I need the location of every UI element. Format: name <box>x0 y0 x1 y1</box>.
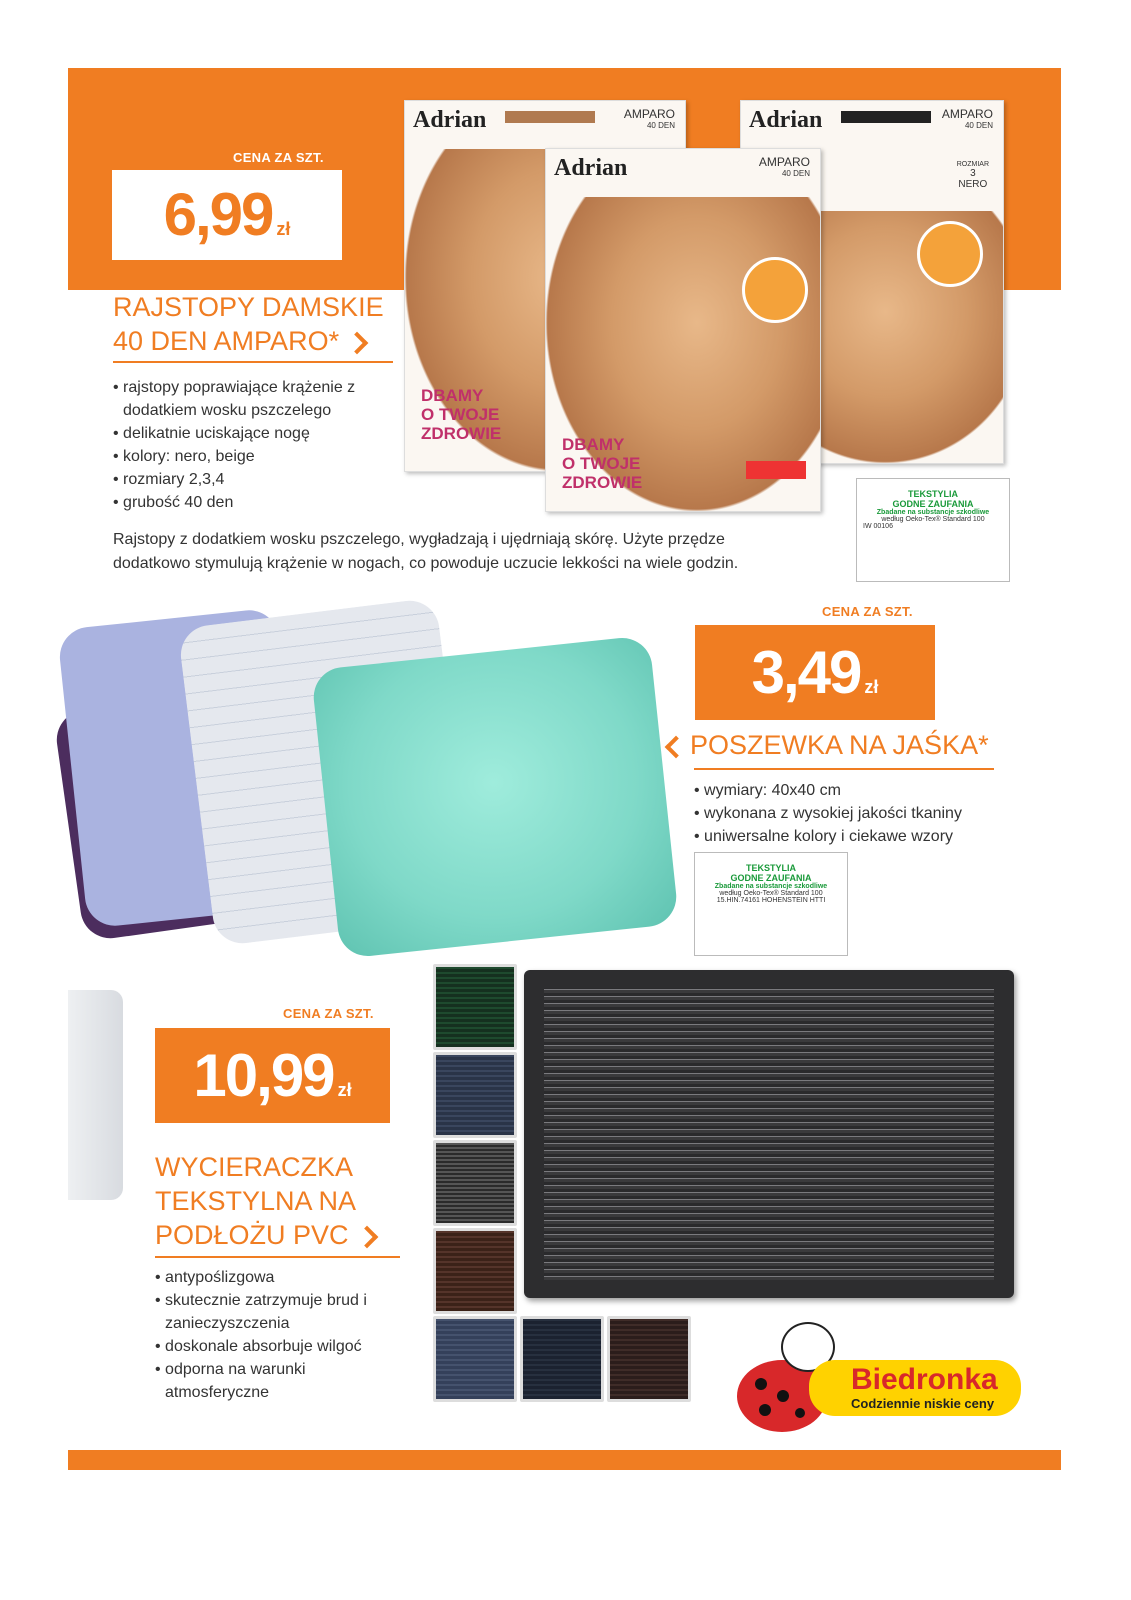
package-slogan: DBAMY O TWOJE ZDROWIE <box>562 435 643 492</box>
tights-package-front <box>545 148 821 512</box>
offer1-description <box>113 528 853 576</box>
list-item: • rajstopy poprawiające krążenie z dodatkiem wosku pszczelego <box>113 376 383 422</box>
list-item: • wymiary: 40x40 cm <box>694 779 1014 802</box>
pillow-mint <box>311 635 679 959</box>
chevron-right-icon[interactable] <box>355 1226 378 1249</box>
offer1-bullets <box>113 376 383 514</box>
offer3-bullets <box>155 1266 400 1404</box>
offer1-currency: zł <box>276 219 291 239</box>
list-item: • rozmiary 2,3,4 <box>113 468 383 491</box>
offer2-price-box <box>695 625 935 720</box>
offer3-price: 10,99 <box>193 1042 334 1109</box>
offer3-price-box <box>155 1028 390 1123</box>
mat-sample-navy <box>433 1052 517 1138</box>
logo-tagline: Codziennie niskie ceny <box>851 1396 995 1411</box>
offer1-title-underline <box>113 361 393 363</box>
offer1-cena-label: CENA ZA SZT. <box>233 150 324 165</box>
list-item: • odporna na warunki atmosferyczne <box>155 1358 400 1404</box>
offer2-currency: zł <box>864 677 879 697</box>
chevron-left-icon[interactable] <box>665 736 688 759</box>
offer2-title[interactable] <box>668 728 989 762</box>
mat-sample-brown <box>433 1228 517 1314</box>
offer3-cena-label: CENA ZA SZT. <box>283 1006 374 1021</box>
list-item: • kolory: nero, beige <box>113 445 383 468</box>
offer3-title-line1: WYCIERACZKA <box>155 1152 354 1182</box>
offer1-description-line2: dodatkowo stymulują krążenie w nogach, co powoduje uczucie lekkości na wiele godzin. <box>113 555 739 572</box>
list-item: • antypoślizgowa <box>155 1266 400 1289</box>
color-strip <box>505 111 595 123</box>
wax-seal-icon <box>917 221 983 287</box>
wax-seal-icon <box>742 257 808 323</box>
brand-logo: Adrian <box>749 107 823 133</box>
logo-banner <box>809 1360 1021 1416</box>
offer2-bullets <box>694 779 1014 848</box>
list-item: • grubość 40 den <box>113 491 383 514</box>
offer3-title[interactable] <box>155 1150 375 1252</box>
list-item: • wykonana z wysokiej jakości tkaniny <box>694 802 1014 825</box>
oeko-tex-badge-2: TEKSTYLIA GODNE ZAUFANIA Zbadane na substancje szkodliwe według Oeko-Tex® Standard 100 15.HIN.74161 HOHENSTEIN HTTI <box>694 852 848 956</box>
mat-sample-green <box>433 964 517 1050</box>
offer2-title-text: POSZEWKA NA JAŚKA* <box>690 730 989 760</box>
logo-name: Biedronka <box>851 1363 998 1396</box>
list-item: • delikatnie uciskające nogę <box>113 422 383 445</box>
package-model: AMPARO 40 DEN <box>941 107 993 130</box>
offer2-price: 3,49 <box>751 639 861 706</box>
offer2-cena-label: CENA ZA SZT. <box>822 604 913 619</box>
offer3-currency: zł <box>337 1080 352 1100</box>
doormat-surface <box>544 988 994 1280</box>
offer1-price: 6,99 <box>163 181 273 248</box>
mat-sample-darkblue <box>520 1316 604 1402</box>
list-item: • uniwersalne kolory i ciekawe wzory <box>694 825 1014 848</box>
color-strip <box>841 111 931 123</box>
footer-band <box>68 1450 1061 1470</box>
offer1-title[interactable] <box>113 290 384 358</box>
mat-sample-grey <box>433 1140 517 1226</box>
list-item: • doskonale absorbuje wilgoć <box>155 1335 400 1358</box>
offer2-title-underline <box>694 768 994 770</box>
offer1-description-line1: Rajstopy z dodatkiem wosku pszczelego, wygładzają i ujędrniają skórę. Użyte przędze <box>113 531 725 548</box>
offer1-title-line1: RAJSTOPY DAMSKIE <box>113 292 384 322</box>
oeko-tex-badge-1: TEKSTYLIA GODNE ZAUFANIA Zbadane na substancje szkodliwe według Oeko-Tex® Standard 100 IW 00106 <box>856 478 1010 582</box>
list-item: • skutecznie zatrzymuje brud i zanieczyszczenia <box>155 1289 400 1335</box>
offer1-title-line2: 40 DEN AMPARO* <box>113 326 340 356</box>
mat-sample-blue <box>433 1316 517 1402</box>
offer3-title-line2: TEKSTYLNA NA <box>155 1186 357 1216</box>
package-model: AMPARO 40 DEN <box>623 107 675 130</box>
brand-logo: Adrian <box>413 107 487 133</box>
red-cross-label <box>746 461 806 479</box>
offer3-title-line3: PODŁOŻU PVC <box>155 1220 349 1250</box>
offer1-price-box <box>112 170 342 260</box>
biedronka-logo <box>735 1316 1025 1436</box>
doormat-image <box>524 970 1014 1298</box>
package-model: AMPARO 40 DEN <box>758 155 810 178</box>
chevron-right-icon[interactable] <box>346 332 369 355</box>
container-image <box>68 990 123 1200</box>
brand-logo: Adrian <box>554 155 628 181</box>
offer3-title-underline <box>155 1256 400 1258</box>
package-size: ROZMIAR 3 NERO <box>956 161 989 190</box>
mat-sample-darkbrown <box>607 1316 691 1402</box>
package-slogan: DBAMY O TWOJE ZDROWIE <box>421 386 502 443</box>
